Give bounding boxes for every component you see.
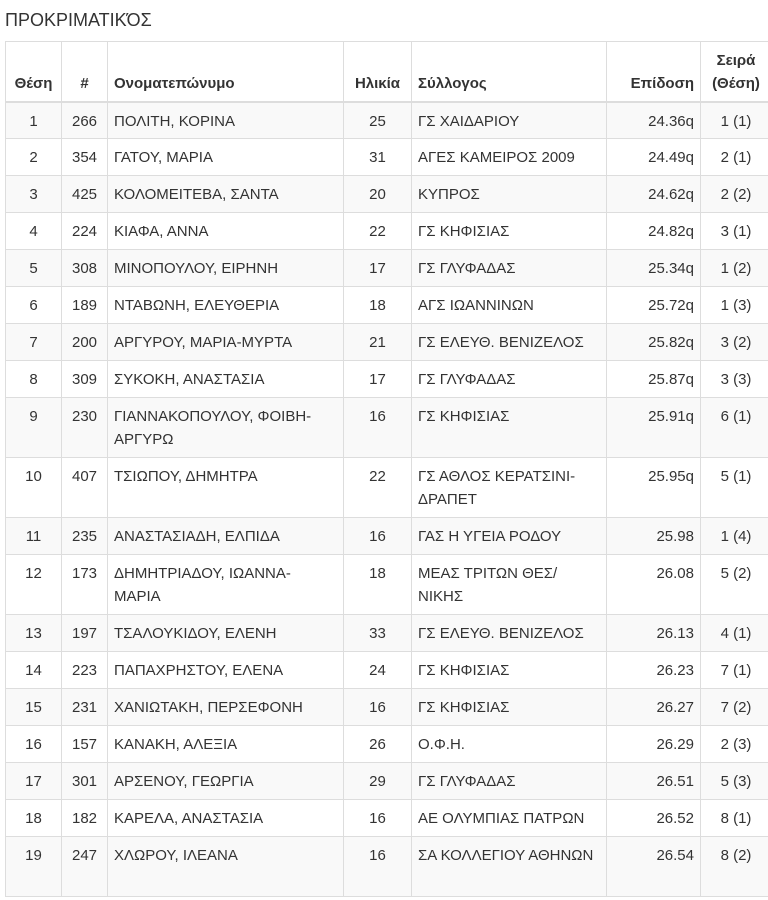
cell-position: 12	[6, 555, 62, 615]
cell-heat: 8 (2)	[701, 837, 768, 897]
header-position: Θέση	[6, 42, 62, 102]
cell-name: ΤΣΑΛΟΥΚΙΔΟΥ, ΕΛΕΝΗ	[108, 615, 344, 652]
cell-age: 17	[344, 250, 412, 287]
table-row	[6, 213, 768, 250]
cell-name: ΔΗΜΗΤΡΙΑΔΟΥ, ΙΩΑΝΝΑ-ΜΑΡΙΑ	[108, 555, 344, 615]
cell-heat: 4 (1)	[701, 615, 768, 652]
cell-name: ΑΝΑΣΤΑΣΙΑΔΗ, ΕΛΠΙΔΑ	[108, 518, 344, 555]
cell-bib: 231	[62, 689, 108, 726]
cell-age: 22	[344, 213, 412, 250]
cell-age: 31	[344, 139, 412, 176]
table-row	[6, 458, 768, 518]
cell-heat: 3 (2)	[701, 324, 768, 361]
table-row	[6, 176, 768, 213]
cell-performance: 25.95q	[607, 458, 701, 518]
results-body	[6, 102, 768, 897]
cell-heat: 7 (1)	[701, 652, 768, 689]
cell-heat: 2 (1)	[701, 139, 768, 176]
table-row	[6, 652, 768, 689]
cell-heat: 1 (3)	[701, 287, 768, 324]
cell-name: ΠΟΛΙΤΗ, ΚΟΡΙΝΑ	[108, 102, 344, 139]
cell-name: ΜΙΝΟΠΟΥΛΟΥ, ΕΙΡΗΝΗ	[108, 250, 344, 287]
cell-bib: 173	[62, 555, 108, 615]
header-bib: #	[62, 42, 108, 102]
header-club: Σύλλογος	[412, 42, 607, 102]
cell-bib: 182	[62, 800, 108, 837]
cell-name: ΚΑΡΕΛΑ, ΑΝΑΣΤΑΣΙΑ	[108, 800, 344, 837]
page-title: ΠΡΟΚΡΙΜΑΤΙΚΌΣ	[5, 10, 152, 30]
cell-age: 29	[344, 763, 412, 800]
cell-bib: 309	[62, 361, 108, 398]
cell-performance: 25.98	[607, 518, 701, 555]
cell-age: 20	[344, 176, 412, 213]
cell-club: ΓΣ ΓΛΥΦΑΔΑΣ	[412, 763, 607, 800]
cell-name: ΑΡΓΥΡΟΥ, ΜΑΡΙΑ-ΜΥΡΤΑ	[108, 324, 344, 361]
cell-position: 11	[6, 518, 62, 555]
table-row	[6, 361, 768, 398]
cell-bib: 425	[62, 176, 108, 213]
cell-age: 21	[344, 324, 412, 361]
cell-club: ΓΣ ΧΑΙΔΑΡΙΟΥ	[412, 102, 607, 139]
cell-club: ΑΕ ΟΛΥΜΠΙΑΣ ΠΑΤΡΩΝ	[412, 800, 607, 837]
cell-club: ΓΣ ΚΗΦΙΣΙΑΣ	[412, 652, 607, 689]
cell-bib: 157	[62, 726, 108, 763]
cell-bib: 301	[62, 763, 108, 800]
cell-heat: 1 (4)	[701, 518, 768, 555]
cell-club: Ο.Φ.Η.	[412, 726, 607, 763]
cell-heat: 5 (2)	[701, 555, 768, 615]
cell-performance: 25.82q	[607, 324, 701, 361]
cell-name: ΣΥΚΟΚΗ, ΑΝΑΣΤΑΣΙΑ	[108, 361, 344, 398]
header-heat-line2: (Θέση)	[712, 74, 760, 92]
cell-age: 16	[344, 689, 412, 726]
cell-name: ΝΤΑΒΩΝΗ, ΕΛΕΥΘΕΡΙΑ	[108, 287, 344, 324]
cell-age: 16	[344, 398, 412, 458]
cell-heat: 2 (2)	[701, 176, 768, 213]
cell-heat: 5 (3)	[701, 763, 768, 800]
cell-bib: 197	[62, 615, 108, 652]
cell-performance: 24.36q	[607, 102, 701, 139]
cell-age: 18	[344, 287, 412, 324]
cell-age: 33	[344, 615, 412, 652]
cell-age: 26	[344, 726, 412, 763]
table-row	[6, 800, 768, 837]
cell-performance: 26.54	[607, 837, 701, 897]
cell-heat: 2 (3)	[701, 726, 768, 763]
cell-club: ΚΥΠΡΟΣ	[412, 176, 607, 213]
table-row	[6, 726, 768, 763]
cell-performance: 24.62q	[607, 176, 701, 213]
header-age: Ηλικία	[344, 42, 412, 102]
cell-club: ΓΣ ΚΗΦΙΣΙΑΣ	[412, 398, 607, 458]
cell-bib: 223	[62, 652, 108, 689]
cell-bib: 224	[62, 213, 108, 250]
table-row	[6, 689, 768, 726]
cell-club: ΓΣ ΓΛΥΦΑΔΑΣ	[412, 361, 607, 398]
cell-age: 25	[344, 102, 412, 139]
cell-performance: 26.23	[607, 652, 701, 689]
cell-bib: 247	[62, 837, 108, 897]
cell-heat: 1 (1)	[701, 102, 768, 139]
cell-position: 2	[6, 139, 62, 176]
cell-performance: 25.91q	[607, 398, 701, 458]
cell-age: 17	[344, 361, 412, 398]
table-row	[6, 287, 768, 324]
cell-age: 22	[344, 458, 412, 518]
cell-position: 19	[6, 837, 62, 897]
cell-position: 14	[6, 652, 62, 689]
cell-age: 16	[344, 800, 412, 837]
cell-club: ΓΣ ΚΗΦΙΣΙΑΣ	[412, 213, 607, 250]
cell-performance: 24.49q	[607, 139, 701, 176]
cell-position: 3	[6, 176, 62, 213]
cell-bib: 235	[62, 518, 108, 555]
header-row	[6, 42, 768, 102]
table-row	[6, 518, 768, 555]
cell-name: ΑΡΣΕΝΟΥ, ΓΕΩΡΓΙΑ	[108, 763, 344, 800]
cell-performance: 26.08	[607, 555, 701, 615]
cell-club: ΑΓΣ ΙΩΑΝΝΙΝΩΝ	[412, 287, 607, 324]
cell-heat: 6 (1)	[701, 398, 768, 458]
cell-position: 5	[6, 250, 62, 287]
cell-name: ΓΙΑΝΝΑΚΟΠΟΥΛΟΥ, ΦΟΙΒΗ-ΑΡΓΥΡΩ	[108, 398, 344, 458]
table-row	[6, 555, 768, 615]
cell-age: 18	[344, 555, 412, 615]
cell-name: ΤΣΙΩΠΟΥ, ΔΗΜΗΤΡΑ	[108, 458, 344, 518]
cell-club: ΓΣ ΕΛΕΥΘ. ΒΕΝΙΖΕΛΟΣ	[412, 615, 607, 652]
cell-bib: 266	[62, 102, 108, 139]
cell-performance: 25.87q	[607, 361, 701, 398]
table-row	[6, 250, 768, 287]
cell-position: 8	[6, 361, 62, 398]
table-row	[6, 102, 768, 139]
cell-name: ΧΛΩΡΟΥ, ΙΛΕΑΝΑ	[108, 837, 344, 897]
cell-position: 10	[6, 458, 62, 518]
cell-position: 15	[6, 689, 62, 726]
cell-name: ΚΑΝΑΚΗ, ΑΛΕΞΙΑ	[108, 726, 344, 763]
cell-performance: 25.34q	[607, 250, 701, 287]
table-row	[6, 398, 768, 458]
cell-heat: 7 (2)	[701, 689, 768, 726]
cell-club: ΓΑΣ Η ΥΓΕΙΑ ΡΟΔΟΥ	[412, 518, 607, 555]
cell-heat: 3 (1)	[701, 213, 768, 250]
cell-name: ΚΟΛΟΜΕΙΤΕΒΑ, ΣΑΝΤΑ	[108, 176, 344, 213]
cell-performance: 25.72q	[607, 287, 701, 324]
cell-bib: 230	[62, 398, 108, 458]
table-row	[6, 324, 768, 361]
cell-bib: 189	[62, 287, 108, 324]
table-row	[6, 837, 768, 897]
cell-club: ΓΣ ΕΛΕΥΘ. ΒΕΝΙΖΕΛΟΣ	[412, 324, 607, 361]
header-name: Ονοματεπώνυμο	[108, 42, 344, 102]
cell-heat: 5 (1)	[701, 458, 768, 518]
cell-name: ΚΙΑΦΑ, ΑΝΝΑ	[108, 213, 344, 250]
cell-position: 18	[6, 800, 62, 837]
cell-age: 16	[344, 518, 412, 555]
cell-name: ΓΑΤΟΥ, ΜΑΡΙΑ	[108, 139, 344, 176]
cell-performance: 24.82q	[607, 213, 701, 250]
cell-position: 4	[6, 213, 62, 250]
cell-position: 6	[6, 287, 62, 324]
cell-club: ΓΣ ΓΛΥΦΑΔΑΣ	[412, 250, 607, 287]
cell-performance: 26.13	[607, 615, 701, 652]
cell-performance: 26.29	[607, 726, 701, 763]
cell-heat: 8 (1)	[701, 800, 768, 837]
cell-bib: 308	[62, 250, 108, 287]
cell-position: 16	[6, 726, 62, 763]
cell-age: 24	[344, 652, 412, 689]
cell-position: 13	[6, 615, 62, 652]
results-table	[5, 41, 768, 897]
cell-name: ΧΑΝΙΩΤΑΚΗ, ΠΕΡΣΕΦΟΝΗ	[108, 689, 344, 726]
cell-heat: 1 (2)	[701, 250, 768, 287]
cell-club: ΓΣ ΑΘΛΟΣ ΚΕΡΑΤΣΙΝΙ-ΔΡΑΠΕΤ	[412, 458, 607, 518]
cell-age: 16	[344, 837, 412, 897]
cell-position: 9	[6, 398, 62, 458]
cell-club: ΣΑ ΚΟΛΛΕΓΙΟΥ ΑΘΗΝΩΝ	[412, 837, 607, 897]
cell-club: ΑΓΕΣ ΚΑΜΕΙΡΟΣ 2009	[412, 139, 607, 176]
cell-bib: 354	[62, 139, 108, 176]
cell-performance: 26.27	[607, 689, 701, 726]
cell-performance: 26.52	[607, 800, 701, 837]
table-row	[6, 139, 768, 176]
cell-position: 17	[6, 763, 62, 800]
header-heat-line1: Σειρά	[716, 51, 756, 69]
cell-bib: 200	[62, 324, 108, 361]
cell-performance: 26.51	[607, 763, 701, 800]
header-performance: Επίδοση	[607, 42, 701, 102]
table-row	[6, 615, 768, 652]
cell-bib: 407	[62, 458, 108, 518]
cell-heat: 3 (3)	[701, 361, 768, 398]
header-heat	[701, 42, 768, 102]
table-row	[6, 763, 768, 800]
cell-name: ΠΑΠΑΧΡΗΣΤΟΥ, ΕΛΕΝΑ	[108, 652, 344, 689]
cell-club: ΜΕΑΣ ΤΡΙΤΩΝ ΘΕΣ/ΝΙΚΗΣ	[412, 555, 607, 615]
cell-position: 1	[6, 102, 62, 139]
cell-position: 7	[6, 324, 62, 361]
cell-club: ΓΣ ΚΗΦΙΣΙΑΣ	[412, 689, 607, 726]
